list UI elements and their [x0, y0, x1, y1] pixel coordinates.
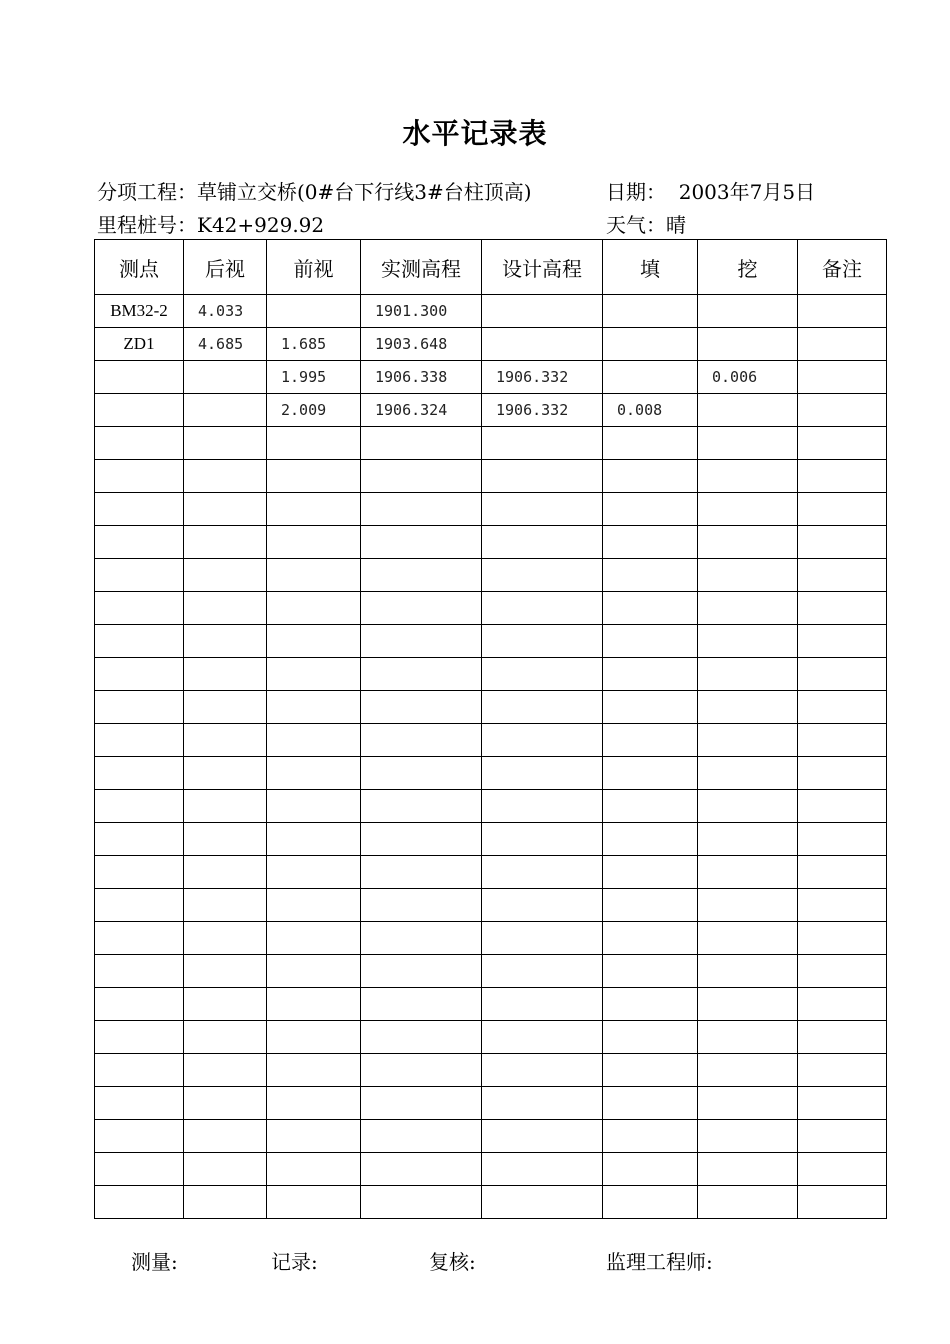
table-cell	[95, 1021, 184, 1054]
table-cell	[361, 823, 482, 856]
table-cell	[482, 724, 603, 757]
table-cell: 1.685	[267, 328, 361, 361]
table-cell: 1.995	[267, 361, 361, 394]
supervisor-signature: 监理工程师:	[606, 1250, 713, 1274]
table-cell	[361, 493, 482, 526]
column-header: 实测高程	[361, 240, 482, 295]
table-row	[95, 1087, 887, 1120]
table-cell	[95, 955, 184, 988]
table-cell	[603, 460, 698, 493]
table-row	[95, 361, 887, 394]
table-row	[95, 394, 887, 427]
table-cell	[267, 1120, 361, 1153]
table-cell: 2.009	[267, 394, 361, 427]
table-cell	[698, 1087, 798, 1120]
table-cell	[603, 988, 698, 1021]
table-cell	[361, 526, 482, 559]
table-cell	[361, 559, 482, 592]
table-cell	[482, 1087, 603, 1120]
column-header: 填	[603, 240, 698, 295]
table-cell	[267, 724, 361, 757]
table-cell	[603, 790, 698, 823]
table-cell	[184, 790, 267, 823]
table-cell	[361, 691, 482, 724]
table-cell	[698, 823, 798, 856]
table-row	[95, 427, 887, 460]
table-cell	[95, 361, 184, 394]
table-cell	[361, 1087, 482, 1120]
table-cell	[95, 625, 184, 658]
table-cell	[482, 823, 603, 856]
table-cell	[698, 1186, 798, 1219]
table-cell	[482, 988, 603, 1021]
table-cell	[361, 856, 482, 889]
measure-signature: 测量:	[131, 1250, 178, 1274]
table-row	[95, 757, 887, 790]
table-cell	[95, 559, 184, 592]
table-cell	[482, 1120, 603, 1153]
table-cell: 1906.324	[361, 394, 482, 427]
table-cell	[267, 460, 361, 493]
table-row	[95, 460, 887, 493]
column-header: 设计高程	[482, 240, 603, 295]
table-cell	[798, 757, 887, 790]
table-cell	[184, 361, 267, 394]
table-cell	[798, 493, 887, 526]
table-cell	[482, 559, 603, 592]
table-cell	[603, 889, 698, 922]
table-row	[95, 823, 887, 856]
table-cell	[482, 328, 603, 361]
table-cell	[95, 592, 184, 625]
table-cell	[267, 922, 361, 955]
table-cell	[603, 1087, 698, 1120]
table-cell	[184, 1153, 267, 1186]
table-cell	[698, 1021, 798, 1054]
table-cell	[798, 1087, 887, 1120]
table-cell	[698, 625, 798, 658]
table-cell	[184, 823, 267, 856]
table-cell	[698, 427, 798, 460]
table-cell	[184, 592, 267, 625]
table-cell	[798, 724, 887, 757]
table-cell	[798, 460, 887, 493]
weather-label: 天气：	[606, 213, 666, 237]
table-cell	[95, 526, 184, 559]
table-cell	[95, 427, 184, 460]
table-cell	[603, 295, 698, 328]
table-cell	[482, 856, 603, 889]
table-cell: 0.006	[698, 361, 798, 394]
table-cell	[361, 427, 482, 460]
table-cell	[267, 889, 361, 922]
table-cell	[482, 955, 603, 988]
table-cell	[798, 922, 887, 955]
table-cell	[798, 955, 887, 988]
table-cell	[698, 922, 798, 955]
table-row	[95, 328, 887, 361]
table-cell	[267, 856, 361, 889]
table-cell	[267, 1054, 361, 1087]
table-cell	[482, 1054, 603, 1087]
table-cell	[361, 1120, 482, 1153]
table-row	[95, 1153, 887, 1186]
table-cell	[267, 955, 361, 988]
table-cell	[267, 1021, 361, 1054]
table-cell	[482, 1021, 603, 1054]
date-label: 日期：	[606, 180, 666, 204]
table-row	[95, 493, 887, 526]
table-cell	[184, 625, 267, 658]
table-cell	[603, 823, 698, 856]
date-line	[606, 176, 815, 205]
table-cell	[95, 1120, 184, 1153]
project-line	[97, 176, 532, 205]
table-cell	[95, 823, 184, 856]
table-cell	[603, 1120, 698, 1153]
table-cell	[184, 856, 267, 889]
table-cell	[603, 361, 698, 394]
table-cell	[184, 526, 267, 559]
table-cell	[603, 658, 698, 691]
table-cell	[798, 394, 887, 427]
table-cell	[95, 394, 184, 427]
table-cell	[798, 361, 887, 394]
table-cell	[95, 1153, 184, 1186]
table-cell	[184, 493, 267, 526]
table-cell	[798, 592, 887, 625]
table-cell	[603, 625, 698, 658]
table-cell	[698, 493, 798, 526]
table-cell	[698, 1120, 798, 1153]
table-cell	[798, 823, 887, 856]
table-cell	[267, 493, 361, 526]
table-cell	[267, 559, 361, 592]
table-cell	[482, 691, 603, 724]
table-cell	[267, 592, 361, 625]
table-cell	[603, 493, 698, 526]
project-value: 草铺立交桥(0#台下行线3#台柱顶高)	[197, 180, 532, 204]
table-row	[95, 790, 887, 823]
table-cell	[95, 988, 184, 1021]
station-label: 里程桩号：	[97, 213, 197, 237]
table-row	[95, 955, 887, 988]
table-cell	[798, 1153, 887, 1186]
column-header: 测点	[95, 240, 184, 295]
table-row	[95, 856, 887, 889]
table-cell: 1906.338	[361, 361, 482, 394]
table-cell	[698, 988, 798, 1021]
table-cell	[698, 1153, 798, 1186]
table-cell	[361, 1153, 482, 1186]
table-cell	[698, 757, 798, 790]
table-cell: 1901.300	[361, 295, 482, 328]
table-cell	[184, 1186, 267, 1219]
table-cell	[361, 1021, 482, 1054]
table-cell	[361, 658, 482, 691]
table-row	[95, 658, 887, 691]
table-cell	[698, 460, 798, 493]
table-cell	[361, 757, 482, 790]
table-cell	[184, 394, 267, 427]
table-cell	[798, 625, 887, 658]
column-header: 前视	[267, 240, 361, 295]
table-cell	[798, 691, 887, 724]
table-cell	[798, 1021, 887, 1054]
table-cell	[798, 1120, 887, 1153]
table-cell	[95, 757, 184, 790]
table-cell	[95, 1054, 184, 1087]
table-cell	[95, 889, 184, 922]
table-row	[95, 1021, 887, 1054]
table-cell	[361, 460, 482, 493]
table-cell	[267, 823, 361, 856]
table-cell	[184, 460, 267, 493]
table-cell	[603, 955, 698, 988]
table-cell	[698, 1054, 798, 1087]
date-value: 2003年7月5日	[678, 180, 816, 204]
table-row	[95, 526, 887, 559]
table-cell	[361, 988, 482, 1021]
table-cell	[267, 757, 361, 790]
table-cell	[95, 922, 184, 955]
table-cell	[482, 757, 603, 790]
station-line	[97, 209, 324, 238]
column-header: 挖	[698, 240, 798, 295]
table-cell	[184, 1021, 267, 1054]
table-cell	[798, 889, 887, 922]
table-cell	[603, 1054, 698, 1087]
table-cell: BM32-2	[95, 295, 184, 328]
table-cell	[184, 559, 267, 592]
table-cell	[184, 889, 267, 922]
station-value: K42+929.92	[197, 213, 325, 237]
table-cell	[798, 856, 887, 889]
table-cell	[798, 526, 887, 559]
column-header: 备注	[798, 240, 887, 295]
table-cell	[603, 1153, 698, 1186]
table-cell	[798, 790, 887, 823]
table-cell	[603, 691, 698, 724]
table-cell	[482, 922, 603, 955]
table-row	[95, 724, 887, 757]
table-header-row	[95, 240, 887, 295]
table-cell	[482, 1153, 603, 1186]
leveling-table	[94, 239, 887, 1219]
table-cell	[603, 922, 698, 955]
table-row	[95, 625, 887, 658]
table-cell	[698, 724, 798, 757]
table-cell	[184, 955, 267, 988]
table-cell	[267, 625, 361, 658]
table-cell	[267, 1153, 361, 1186]
table-cell	[267, 427, 361, 460]
column-header: 后视	[184, 240, 267, 295]
table-cell	[482, 295, 603, 328]
table-row	[95, 559, 887, 592]
table-cell	[798, 427, 887, 460]
table-row	[95, 1054, 887, 1087]
table-cell	[184, 1087, 267, 1120]
table-cell	[798, 658, 887, 691]
table-row	[95, 988, 887, 1021]
table-cell	[698, 691, 798, 724]
table-cell	[698, 559, 798, 592]
weather-value: 晴	[666, 213, 686, 237]
table-cell	[698, 889, 798, 922]
table-cell	[798, 1054, 887, 1087]
table-cell	[482, 460, 603, 493]
table-cell	[698, 295, 798, 328]
table-cell	[603, 328, 698, 361]
table-cell	[184, 658, 267, 691]
table-cell	[267, 295, 361, 328]
page-title: 水平记录表	[402, 117, 548, 150]
table-cell	[95, 856, 184, 889]
table-cell	[603, 856, 698, 889]
table-cell	[184, 922, 267, 955]
table-cell: 0.008	[603, 394, 698, 427]
table-cell	[95, 691, 184, 724]
table-cell	[482, 493, 603, 526]
table-cell	[267, 1087, 361, 1120]
table-cell	[184, 427, 267, 460]
table-cell	[184, 691, 267, 724]
table-cell	[603, 757, 698, 790]
table-row	[95, 922, 887, 955]
table-cell	[184, 724, 267, 757]
weather-line	[606, 209, 686, 238]
table-row	[95, 691, 887, 724]
table-cell	[184, 1054, 267, 1087]
record-signature: 记录:	[271, 1250, 318, 1274]
table-row	[95, 1120, 887, 1153]
table-cell	[95, 493, 184, 526]
table-cell	[603, 592, 698, 625]
table-cell: 4.033	[184, 295, 267, 328]
table-cell	[482, 889, 603, 922]
table-row	[95, 1186, 887, 1219]
table-cell	[798, 1186, 887, 1219]
table-cell	[603, 427, 698, 460]
table-cell	[267, 988, 361, 1021]
table-cell: 1903.648	[361, 328, 482, 361]
review-signature: 复核:	[429, 1250, 476, 1274]
table-cell	[698, 526, 798, 559]
table-cell	[267, 790, 361, 823]
table-cell	[361, 1054, 482, 1087]
table-cell: 4.685	[184, 328, 267, 361]
table-cell	[361, 724, 482, 757]
table-cell	[603, 724, 698, 757]
table-cell	[603, 1021, 698, 1054]
table-cell	[361, 592, 482, 625]
table-cell	[698, 394, 798, 427]
table-cell	[798, 988, 887, 1021]
table-cell	[698, 328, 798, 361]
table-cell	[698, 856, 798, 889]
table-cell	[603, 559, 698, 592]
table-cell	[361, 955, 482, 988]
table-cell	[698, 955, 798, 988]
table-cell	[482, 526, 603, 559]
table-cell	[482, 1186, 603, 1219]
table-row	[95, 889, 887, 922]
table-cell: 1906.332	[482, 361, 603, 394]
table-cell	[798, 328, 887, 361]
table-cell	[603, 1186, 698, 1219]
table-cell	[361, 625, 482, 658]
table-cell	[184, 757, 267, 790]
table-cell	[184, 988, 267, 1021]
table-row	[95, 295, 887, 328]
table-cell	[798, 295, 887, 328]
table-cell	[95, 1186, 184, 1219]
table-cell	[482, 658, 603, 691]
table-cell	[482, 427, 603, 460]
table-cell	[482, 625, 603, 658]
table-cell	[95, 724, 184, 757]
project-label: 分项工程：	[97, 180, 197, 204]
table-cell: ZD1	[95, 328, 184, 361]
table-row	[95, 592, 887, 625]
table-cell	[698, 790, 798, 823]
table-cell	[361, 1186, 482, 1219]
table-cell	[798, 559, 887, 592]
table-cell	[698, 592, 798, 625]
table-cell	[267, 691, 361, 724]
table-cell	[95, 790, 184, 823]
table-cell	[267, 658, 361, 691]
table-cell	[482, 790, 603, 823]
table-cell	[95, 1087, 184, 1120]
table-cell	[361, 790, 482, 823]
table-cell	[95, 658, 184, 691]
table-body	[95, 295, 887, 1219]
table-cell	[361, 922, 482, 955]
table-cell	[184, 1120, 267, 1153]
table-cell	[95, 460, 184, 493]
table-cell	[267, 526, 361, 559]
table-cell	[482, 592, 603, 625]
table-cell	[603, 526, 698, 559]
table-cell	[267, 1186, 361, 1219]
table-cell: 1906.332	[482, 394, 603, 427]
table-cell	[361, 889, 482, 922]
table-cell	[698, 658, 798, 691]
